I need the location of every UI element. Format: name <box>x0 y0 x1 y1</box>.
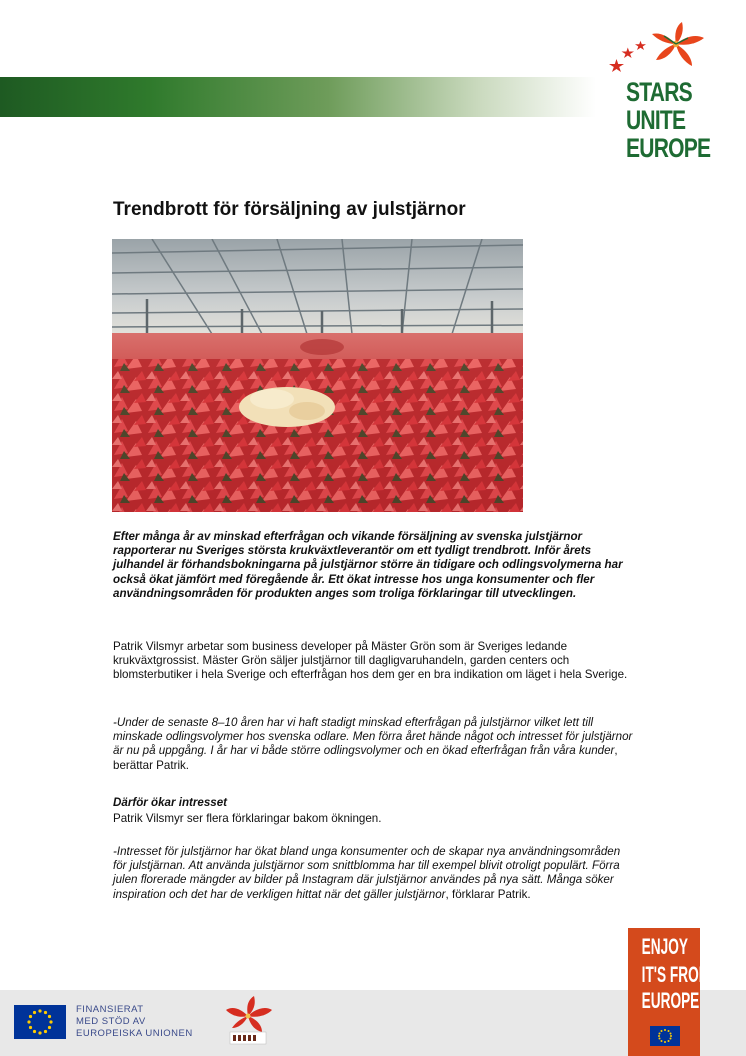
quote-2-text: -Intresset för julstjärnor har ökat bland unga konsumenter och de skapar nya användningsområden för julstjärnan. Att använda julstjärnor som snittblomma har till exempel blivit otroligt populärt. Förra julen florerade mängder av bilder på Instagram där julstjärnor användes på nya sätt. Många söker inspiration och det har de verkligen hittat när det gäller julstjärnor <box>113 845 621 901</box>
poinsettia-flower-icon <box>604 22 714 78</box>
greenhouse-poinsettia-photo <box>112 239 523 512</box>
enjoy-line-2: IT'S FROM <box>641 962 711 987</box>
header-gradient-bar <box>0 77 596 117</box>
article-paragraph-2: Patrik Vilsmyr ser flera förklaringar bakom ökningen. <box>113 812 382 825</box>
logo-word-3: EUROPE <box>626 133 711 163</box>
eu-funding-line-3: EUROPEISKA UNIONEN <box>76 1028 193 1039</box>
logo-word-1: STARS <box>626 77 692 107</box>
eu-funding-line-2: MED STÖD AV <box>76 1016 146 1027</box>
enjoy-line-3: EUROPE <box>641 988 700 1013</box>
enjoy-eu-flag-icon <box>650 1026 680 1046</box>
enjoy-its-from-europe-badge <box>628 928 711 1056</box>
quote-1-attribution: , berättar Patrik. <box>113 744 618 772</box>
stars-for-europe-logo-icon <box>222 996 274 1046</box>
article-lead: Efter många år av minskad efterfrågan och vikande försäljning av svenska julstjärnor rapporterar nu Sveriges största krukväxtleverantör om ett tydligt trendbrott. Inför årets julhandel är förhandsbokningarna på julstjärnor större än tidigare och odlingsvolymerna har också ökat jämfört med föregående år. Ett ökat intresse hos unga konsumenter och fler användningsområden för produkten anges som troliga förklaringar till utvecklingen. <box>113 530 623 600</box>
logo-word-2: UNITE <box>626 105 686 135</box>
article-quote-2 <box>113 845 635 902</box>
article-quote-1 <box>113 716 635 773</box>
enjoy-line-1: ENJOY <box>641 934 688 959</box>
quote-2-attribution: , förklarar Patrik. <box>445 887 531 901</box>
eu-funding-line-1: FINANSIERAT <box>76 1004 144 1015</box>
stars-unite-europe-logo <box>604 22 714 172</box>
article-paragraph-1: Patrik Vilsmyr arbetar som business developer på Mäster Grön som är Sveriges ledande krukväxtgrossist. Mäster Grön säljer julstjärnor till dagligvaruhandeln, garden centers och blomsterbutiker i hela Sverige och efterfrågan hos dem ger en bra indikation om läget i hela Sverige. <box>113 640 628 682</box>
quote-1-text: -Under de senaste 8–10 åren har vi haft stadigt minskad efterfrågan på julstjärnor vilket lett till minskade odlingsvolymer hos svenska odlare. Men förra året hände något och intresset för julstjärnor är nu på uppgång. I år har vi både större odlingsvolymer och en ökad efterfrågan från våra kunder <box>113 716 633 758</box>
article-subheading: Därför ökar intresset <box>113 796 228 809</box>
eu-flag-icon <box>14 1005 66 1039</box>
eu-funding-text <box>76 1004 193 1040</box>
article-title: Trendbrott för försäljning av julstjärnor <box>113 199 466 220</box>
